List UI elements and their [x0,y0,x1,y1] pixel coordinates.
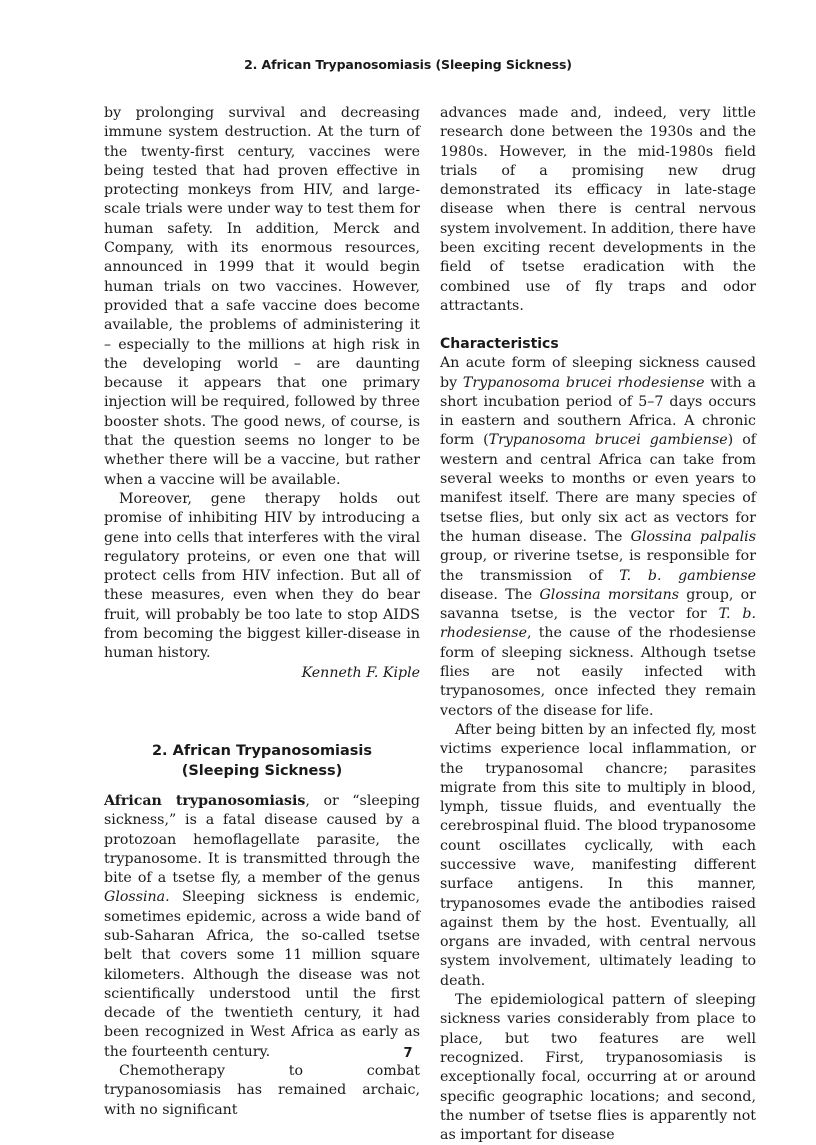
paragraph-gene-therapy: Moreover, gene therapy holds out promise of inhibiting HIV by introducing a gene into cells that interferes with the viral regulatory proteins, or even one that will protect cells from HIV infection. But all of these measures, even when they do bear fruit, will probably be too late to stop AIDS from becoming the biggest killer-disease in human history. [104,490,420,662]
heading-characteristics: Characteristics [440,336,559,353]
page-number: 7 [403,1046,413,1061]
species-palpalis: Glossina palpalis [630,528,756,545]
paragraph-characteristics [440,354,756,721]
heading-spacer [104,781,420,792]
paragraph-infection: After being bitten by an infected fly, most victims experience local inflammation, or the trypanosomal chancre; parasites migrate from this site to multiply in blood, lymph, tissue fluids, and eventually the cerebrospinal fluid. The blood trypanosome count oscillates cyclically, with each successive wave, manifesting different surface antigens. In this manner, trypanosomes evade the antibodies raised against them by the host. Eventually, all organs are invaded, with central nervous system involvement, ultimately leading to death. [440,721,756,989]
section-subtitle: (Sleeping Sickness) [181,762,343,779]
paragraph-chemotherapy: Chemotherapy to combat trypanosomiasis has remained archaic, with no significant [104,1063,420,1118]
char-text-e: ) of western and central Africa can take from several weeks to months or even years to manifest itself. There are many species of tsetse flies, but only six act as vectors for the human disease. The [440,432,756,545]
intro-text-2: . Sleeping sickness is endemic, sometimes epidemic, across a wide band of sub-Saharan Africa, the so-called tsetse belt that covers some 11 million square kilometers. Although the disease was not scientifically understood until the first decade of the twentieth century, it had been recognized in West Africa as early as the fourteenth century. [104,889,420,1060]
intro-term: African trypanosomiasis [104,792,306,809]
intro-text-1: , or “sleeping sickness,” is a fatal disease caused by a protozoan hemoflagellate parasite, the trypanosome. It is transmitted through the bite of a tsetse fly, a member of the genus [104,792,420,887]
paragraph-epidemiology: The epidemiological pattern of sleeping sickness varies considerably from place to place, but two features are well recognized. First, trypanosomiasis is exceptionally focal, occurring at or around specific geographic locations; and second, the number of tsetse flies is apparently not as important for disease [440,992,756,1144]
left-column [104,104,420,1120]
right-column [440,104,756,1145]
author-signature: Kenneth F. Kiple [301,664,420,681]
running-head: 2. African Trypanosomiasis (Sleeping Sickness) [244,57,572,72]
char-text-c: with a short incubation period of 5–7 days occurs in eastern and southern Africa. A chronic form ( [440,374,757,449]
char-text-i: disease. The [440,586,540,603]
paragraph-hiv-vaccines: by prolonging survival and decreasing immune system destruction. At the turn of the twenty-first century, vaccines were being tested that had proven effective in protecting monkeys from HIV, and large-scale trials were under way to test them for human safety. In addition, Merck and Company, with its enormous resources, announced in 1999 that it would begin human trials on two vaccines. However, provided that a safe vaccine does become available, the problems of administering it – especially to the millions at high risk in the developing world – are daunting because it appears that one primary injection will be required, followed by three booster shots. The good news, of course, is that the question seems no longer to be whether there will be a vaccine, but rather when a vaccine will be available. [104,105,420,488]
intro-genus: Glossina [104,889,166,906]
species-tbg: T. b. gambiense [619,567,756,584]
char-text-a: An acute form of sleeping sickness caused by [440,355,756,391]
section-title: 2. African Trypanosomiasis [151,742,373,759]
paragraph-advances: advances made and, indeed, very little research done between the 1930s and the 1980s. However, in the mid-1980s field trials of a promising new drug demonstrated its efficacy in late-stage disease when there is central nervous system involvement. In addition, there have been exciting recent developments in the field of tsetse eradication with the combined use of fly traps and odor attractants. [440,105,756,314]
species-gambiense: Trypanosoma brucei gambiense [488,432,728,449]
species-morsitans: Glossina morsitans [539,586,680,603]
species-rhodesiense: Trypanosoma brucei rhodesiense [462,374,705,391]
species-tbr: T. b. rhodesiense [440,606,757,642]
section-spacer [104,683,420,741]
char-text-k: group, or savanna tsetse, is the vector for [440,586,756,623]
subsection-spacer [440,316,756,335]
paragraph-intro [104,792,420,1062]
char-text-g: group, or riverine tsetse, is responsible for the transmission of [440,548,756,584]
char-text-m: , the cause of the rhodesiense form of sleeping sickness. Although tsetse flies are not easily infected with trypanosomes, once infected they remain vectors of the disease for life. [440,625,756,719]
